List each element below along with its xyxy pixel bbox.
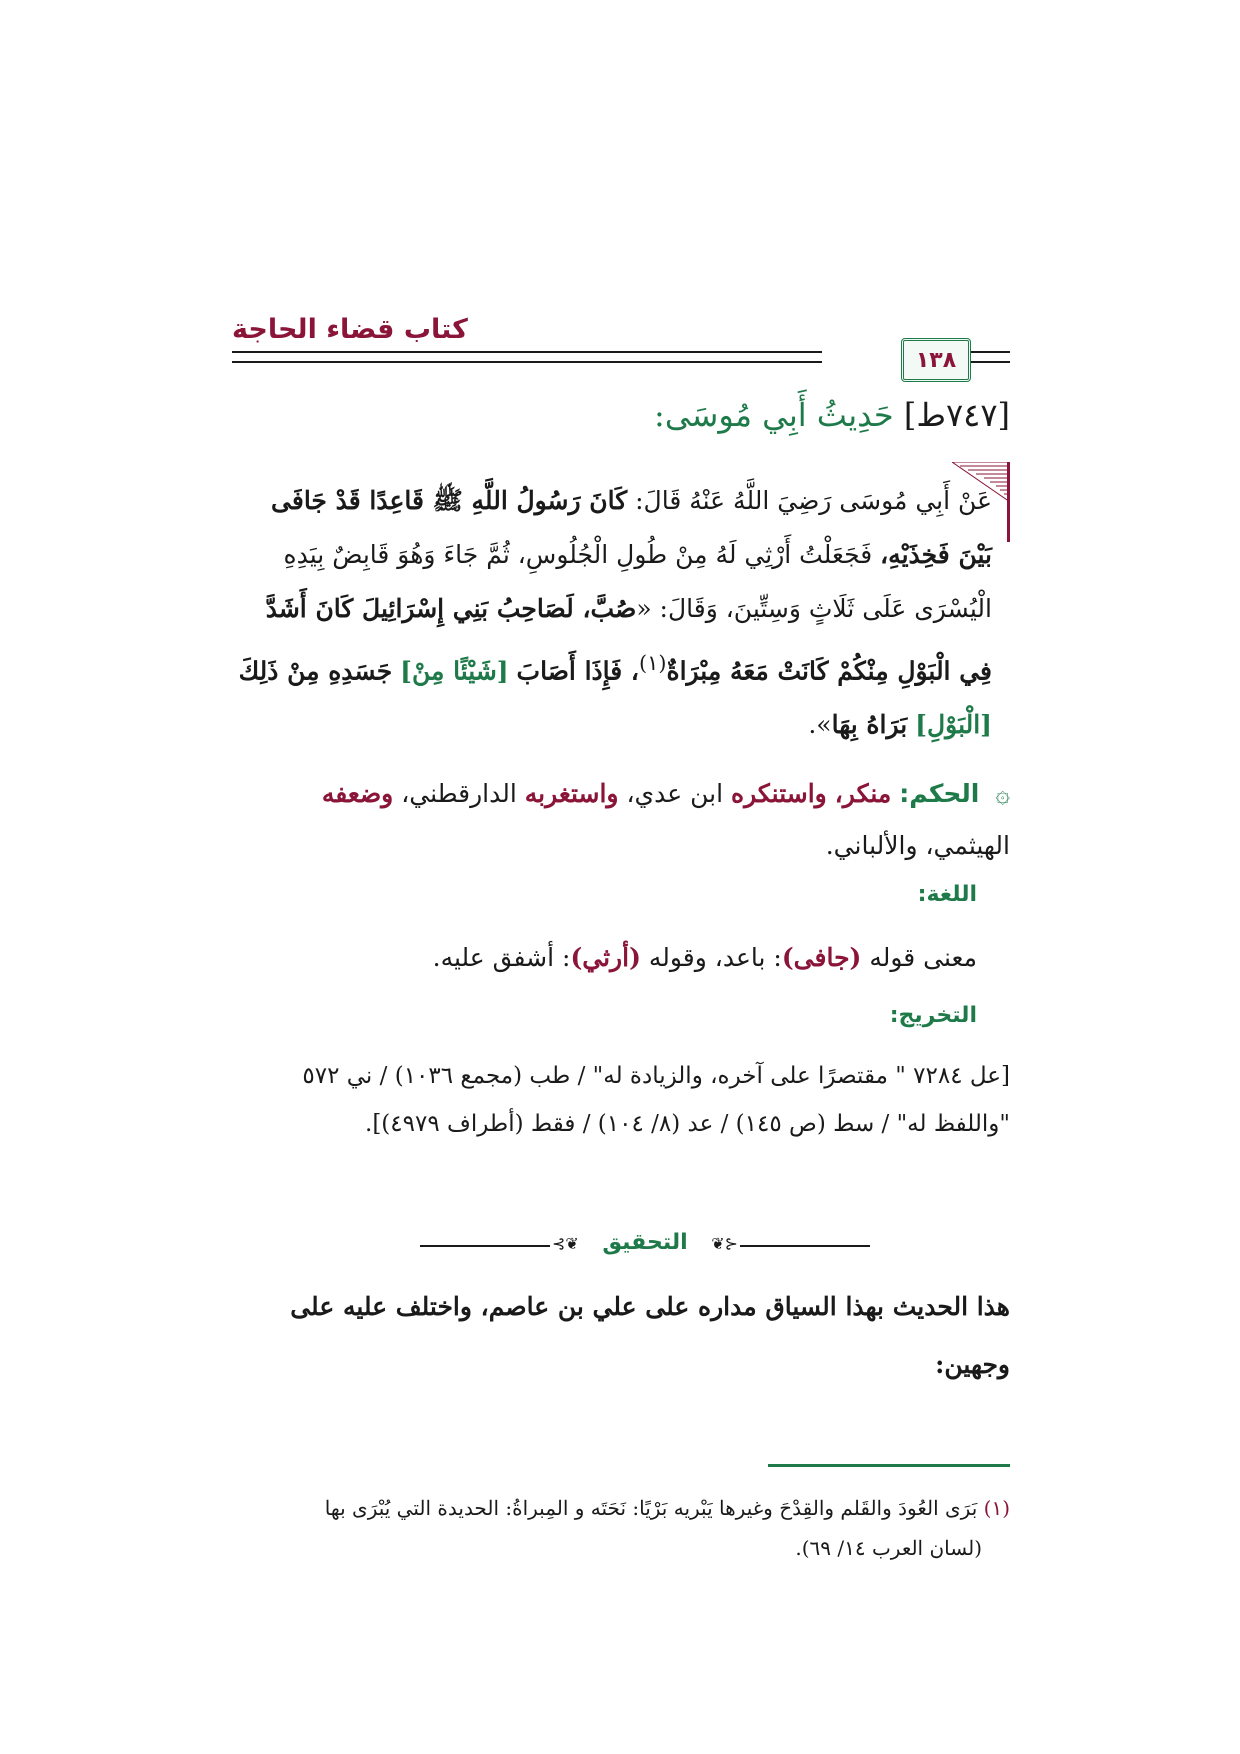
- ruling-paragraph: [232, 768, 1010, 872]
- lugha-keyword: (جافى): [781, 943, 862, 972]
- ruling-text: الهيثمي، والألباني.: [825, 831, 1010, 860]
- ruling-text: ابن عدي،: [626, 779, 724, 808]
- page-number-badge: [901, 338, 971, 382]
- bracket-addition: [الْبَوْلِ]: [915, 710, 992, 740]
- section-number: [٧٤٧ط]: [903, 396, 1010, 434]
- rosette-icon: ۞: [995, 779, 1010, 808]
- footnote-number: (١): [983, 1496, 1010, 1520]
- hadith-close: ».: [808, 710, 832, 740]
- hadith-quote-end: بَرَاهُ بِهَا: [831, 710, 908, 740]
- divider-ornament-icon: ❦⊱: [711, 1234, 738, 1253]
- tahqiq-text: هذا الحديث بهذا السياق مداره على علي بن عاصم، واختلف عليه على وجهين:: [290, 1292, 1010, 1379]
- ruling-term: واستنكره: [730, 779, 827, 808]
- footnote-text: بَرَى العُودَ والقَلم والقِدْحَ وغيرها يَبْريه بَرْيًا: نَحَتَه و المِبراةُ: الحديدة التي يُبْرَى بها: [324, 1496, 978, 1520]
- header-rule: [232, 351, 822, 353]
- section-title: حَدِيثُ أَبِي مُوسَى:: [654, 396, 894, 434]
- takhrij-heading: التخريج:: [889, 1003, 977, 1028]
- hadith-quote-cont: جَسَدِهِ مِنْ ذَلِكَ: [238, 656, 393, 686]
- header-rule: [968, 351, 1010, 353]
- lugha-part: : باعد، وقوله: [648, 943, 782, 972]
- running-title: كتاب قضاء الحاجة: [232, 314, 468, 345]
- lugha-part: معنى قوله: [869, 943, 977, 972]
- footnote-rule: [768, 1464, 1010, 1467]
- footnote-source: (لسان العرب ١٤/ ٦٩).: [795, 1536, 982, 1560]
- hadith-narration: فَجَعَلْتُ أَرْثِي لَهُ مِنْ طُولِ الْجُلُوسِ، ثُمَّ جَاءَ وَهُوَ قَابِضٌ بِيَدِهِ الْيُسْرَى عَلَى ثَلَاثٍ وَسِتِّينَ، وَقَالَ: «: [283, 540, 992, 623]
- hadith-quote: صُبَّ، لَصَاحِبُ بَنِي إِسْرَائِيلَ كَانَ أَشَدَّ فِي الْبَوْلِ مِنْكُمْ كَانَتْ مَعَهُ مِبْرَاةٌ: [265, 594, 992, 686]
- ruling-term: واستغربه: [524, 779, 619, 808]
- ruling-label: الحكم:: [899, 779, 980, 808]
- lugha-keyword: (أرثي): [570, 943, 641, 972]
- section-heading: [232, 396, 1010, 434]
- footnote-marker[interactable]: (١): [639, 651, 667, 675]
- hadith-quote-cont: ، فَإِذَا أَصَابَ: [516, 656, 639, 686]
- header-rule: [968, 361, 1010, 363]
- lugha-text: [232, 943, 977, 972]
- header-rule: [232, 361, 822, 363]
- ruling-term: منكر،: [834, 779, 892, 808]
- ruling-text: الدارقطني،: [401, 779, 517, 808]
- takhrij-text: [عل ٧٢٨٤ " مقتصرًا على آخره، والزيادة له" / طب (مجمع ١٠٣٦) / ني ٥٧٢ "واللفظ له" / سط (ص ١٤٥) / عد (٨/ ١٠٤) / فقط (أطراف ٤٩٧٩)].: [302, 1063, 1010, 1137]
- ruling-term: وضعفه: [321, 779, 394, 808]
- tahqiq-heading: التحقيق: [602, 1230, 688, 1255]
- footnote: [232, 1488, 1010, 1568]
- lugha-heading: اللغة:: [917, 882, 977, 907]
- hadith-text: [232, 474, 992, 752]
- divider-ornament-icon: ⊰❦: [552, 1234, 579, 1253]
- tahqiq-divider: [420, 1230, 870, 1260]
- hadith-matn: كَانَ رَسُولُ اللَّهِ ﷺ قَاعِدًا قَدْ جَافَى بَيْنَ فَخِذَيْهِ،: [271, 486, 992, 569]
- lugha-part: : أشفق عليه.: [432, 943, 571, 972]
- bracket-addition: [شَيْئًا مِنْ]: [400, 656, 509, 686]
- hadith-intro: عَنْ أَبِي مُوسَى رَضِيَ اللَّهُ عَنْهُ قَالَ:: [635, 486, 992, 515]
- page-number: ١٣٨: [915, 347, 957, 373]
